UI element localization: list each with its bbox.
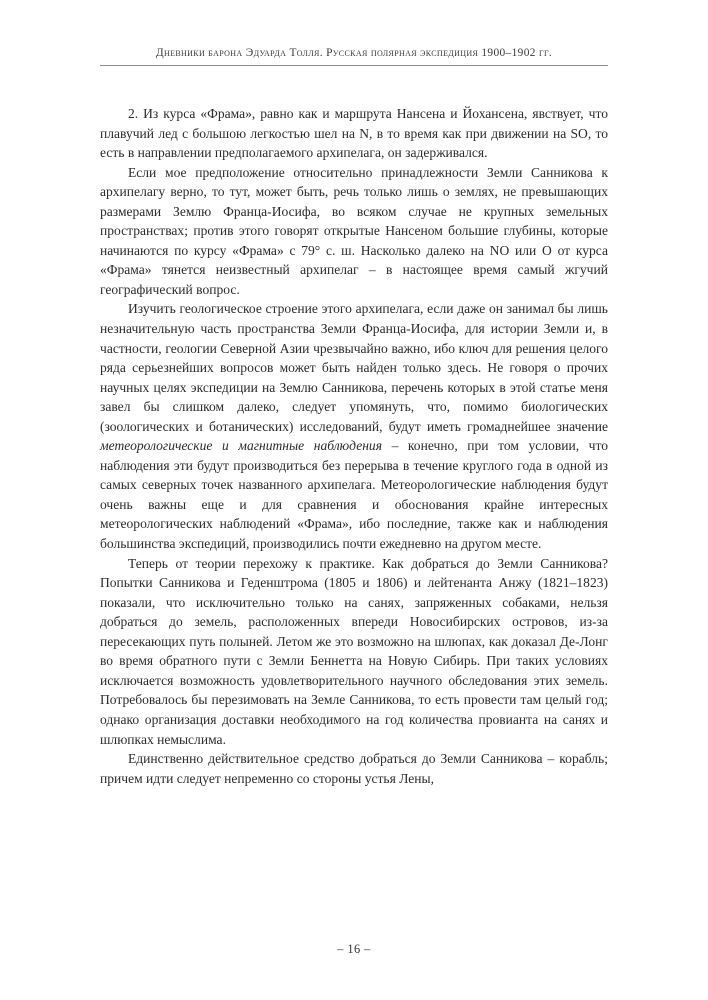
page-number: – 16 – (337, 942, 371, 956)
paragraph-5: Единственно действительное средство добраться до Земли Санникова – корабль; причем идти следует непременно со стороны устья Лены, (100, 751, 608, 786)
running-head-text: Дневники барона Эдуарда Толля. Русская полярная экспедиция 1900–1902 гг. (155, 47, 553, 59)
paragraph-3-tail: – конечно, при том условии, что наблюдения эти будут производиться без перерыва в течение круглого года в одной из самых северных точек названного архипелага. Метеорологические наблюдения будут очень важны еще и для сравнения и обоснования крайне интересных метеорологических наблюдений «Фрама», ибо последние, также как и наблюдения большинства экспедиций, производились почти ежедневно на другом месте. (100, 438, 608, 552)
header-rule (100, 65, 608, 66)
running-head (100, 47, 608, 66)
paragraph-4: Теперь от теории перехожу к практике. Как добраться до Земли Санникова? Попытки Санникова и Геденштрома (1805 и 1806) и лейтенанта Анжу (1821–1823) показали, что исключительно только на санях, запряженных собаками, нельзя добраться до земель, расположенных впереди Новосибирских островов, из-за пересекающих путь полыней. Летом же это возможно на шлюпах, как доказал Де-Лонг во время обратного пути с Земли Беннетта на Новую Сибирь. При таких условиях исключается возможность удовлетворительного научного обследования этих земель. Потребовалось бы перезимовать на Земле Санникова, то есть провести там целый год; однако организация доставки необходимого на год количества провианта на санях и шлюпках немыслима. (100, 555, 608, 747)
paragraph-3 (100, 299, 608, 553)
paragraph-3-emphasis: метеорологические и магнитные наблюдения (100, 438, 383, 454)
text-column (100, 104, 608, 788)
paragraph-2: Если мое предположение относительно принадлежности Земли Санникова к архипелагу верно, то тут, может быть, речь только лишь о землях, не превышающих размерами Землю Франца-Иосифа, во всяком случае не крупных земельных пространствах; против этого говорят открытые Нансеном большие глубины, которые начинаются по курсу «Фрама» с 79° с. ш. Насколько далеко на NO или O от курса «Фрама» тянется неизвестный архипелаг – в настоящее время самый жгучий географический вопрос. (100, 164, 608, 297)
paragraph-1: 2. Из курса «Фрама», равно как и маршрута Нансена и Йохансена, явствует, что плавучий лед с большою легкостью шел на N, в то время как при движении на SO, то есть в направлении предполагаемого архипелага, он задерживался. (100, 106, 608, 161)
paragraph-3-lead: Изучить геологическое строение этого архипелага, если даже он занимал бы лишь незначительную часть пространства Земли Франца-Иосифа, для истории Земли и, в частности, геологии Северной Азии чрезвычайно важно, ибо ключ для решения целого ряда серьезнейших вопросов может быть найден только здесь. Не говоря о прочих научных целях экспедиции на Землю Санникова, перечень которых в этой статье меня завел бы слишком далеко, следует упомянуть, что, помимо биологических (зоологических и ботанических) исследований, будут иметь громаднейшее значение (100, 301, 608, 434)
